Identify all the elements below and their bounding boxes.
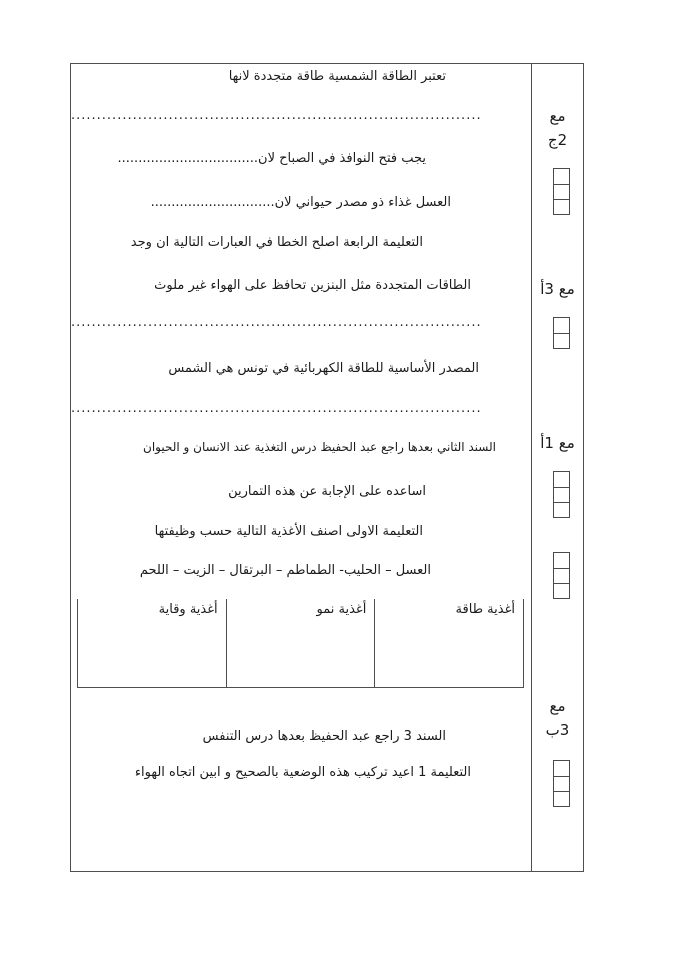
table-header-growth-foods: أغذية نمو	[226, 599, 375, 687]
statement-solar-energy: تعتبر الطاقة الشمسية طاقة متجددة لانها	[228, 69, 446, 84]
instruction-1-heading: التعليمة الاولى اصنف الأغذية التالية حسب وظيفتها	[154, 524, 423, 539]
foods-list-line: العسل – الحليب- الطماطم – البرتقال – الزيت – اللحم	[139, 563, 431, 578]
grade-label-mark3: مع 1أ	[540, 434, 575, 452]
grade-boxes-mark3-extra	[553, 552, 570, 599]
statement-honey-origin: العسل غذاء ذو مصدر حيواني لان..............................	[150, 195, 451, 210]
food-classification-table	[77, 599, 524, 688]
instruction-breathing-line: التعليمة 1 اعيد تركيب هذه الوضعية بالصحيح و ابين اتجاه الهواء	[134, 765, 471, 780]
grade-label-mark4-line2: 3ب	[545, 721, 570, 739]
table-header-protection-foods: أغذية وقاية	[77, 599, 226, 687]
grade-cell	[554, 553, 569, 568]
grade-cell	[554, 184, 569, 199]
grading-sidebar	[531, 63, 584, 872]
table-header-energy-foods: أغذية طاقة	[374, 599, 523, 687]
grade-cell	[554, 502, 569, 517]
grade-cell	[554, 333, 569, 348]
grade-boxes-mark1	[553, 168, 570, 215]
grade-boxes-mark3	[553, 471, 570, 518]
support-2-heading: السند الثاني بعدها راجع عبد الحفيظ درس التغذية عند الانسان و الحيوان	[143, 440, 496, 454]
grade-label-mark2: مع 3أ	[540, 280, 575, 298]
grade-cell	[554, 583, 569, 598]
grade-cell	[554, 568, 569, 583]
grade-cell	[554, 776, 569, 791]
support-3-heading: السند 3 راجع عبد الحفيظ بعدها درس التنفس	[202, 729, 446, 744]
grade-cell	[554, 199, 569, 214]
grade-cell	[554, 318, 569, 333]
statement-open-windows: يجب فتح النوافذ في الصباح لان..................................	[117, 151, 426, 166]
dotted-answer-line-2: ................................................................................	[71, 315, 482, 330]
grade-cell	[554, 472, 569, 487]
grade-label-mark1-line1: مع	[549, 107, 566, 125]
statement-renewable-energies: الطاقات المتجددة مثل البنزين تحافظ على الهواء غير ملوث	[154, 278, 471, 293]
grade-cell	[554, 169, 569, 184]
grade-cell	[554, 487, 569, 502]
statement-electricity-source: المصدر الأساسية للطاقة الكهربائية في تونس هي الشمس	[168, 361, 479, 376]
grade-cell	[554, 791, 569, 806]
grade-boxes-mark2	[553, 317, 570, 349]
dotted-answer-line-1: ................................................................................	[71, 108, 482, 123]
grade-label-mark1-line2: 2ج	[547, 131, 568, 149]
dotted-answer-line-3: ................................................................................	[71, 401, 482, 416]
grade-label-mark4-line1: مع	[549, 697, 566, 715]
grade-boxes-mark4	[553, 760, 570, 807]
grade-cell	[554, 761, 569, 776]
worksheet-content-box	[70, 63, 532, 872]
statement-help-answer: اساعده على الإجابة عن هذه التمارين	[228, 484, 426, 499]
instruction-4-heading: التعليمة الرابعة اصلح الخطا في العبارات التالية ان وجد	[130, 235, 423, 250]
